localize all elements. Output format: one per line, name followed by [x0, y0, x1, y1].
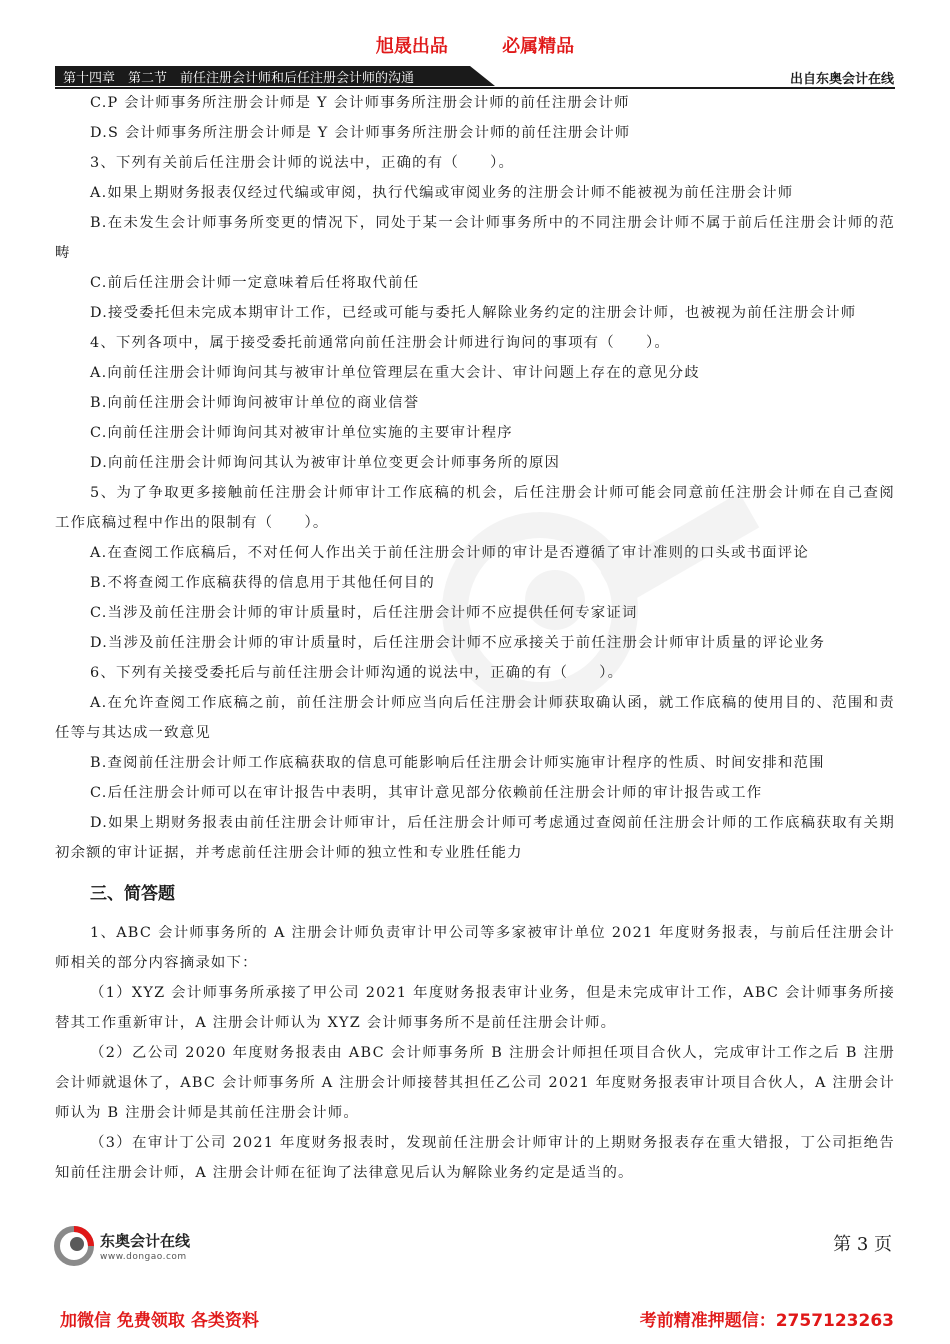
option-c-q5: C.当涉及前任注册会计师的审计质量时，后任注册会计师不应提供任何专家证词 — [90, 605, 638, 621]
question-5: 5、为了争取更多接触前任注册会计师审计工作底稿的机会，后任注册会计师可能会同意前任注册会计师在自己查阅工作底稿过程中作出的限制有（ ）。 — [55, 485, 895, 531]
footer-logo — [52, 1224, 232, 1270]
option-b-q4: B.向前任注册会计师询问被审计单位的商业信誉 — [90, 395, 420, 411]
option-a-q5: A.在查阅工作底稿后，不对任何人作出关于前任注册会计师的审计是否遵循了审计准则的口头或书面评论 — [90, 545, 809, 561]
page-content — [55, 88, 895, 1188]
promo-bottom-left: 加微信 免费领取 各类资料 — [60, 1311, 259, 1331]
option-a-q6: A.在允许查阅工作底稿之前，前任注册会计师应当向后任注册会计师获取确认函，就工作底稿的使用目的、范围和责任等与其达成一致意见 — [55, 695, 895, 741]
chapter-header-bar — [55, 66, 495, 86]
chapter-title: 第十四章 第二节 前任注册会计师和后任注册会计师的沟通 — [63, 71, 415, 86]
question-4: 4、下列各项中，属于接受委托前通常向前任注册会计师进行询问的事项有（ ）。 — [90, 335, 671, 351]
dongao-logo-icon — [52, 1224, 96, 1268]
page-number: 第 3 页 — [833, 1234, 892, 1255]
essay-item-1: （1）XYZ 会计师事务所承接了甲公司 2021 年度财务报表审计业务，但是未完成审计工作，ABC 会计师事务所接替其工作重新审计，A 注册会计师认为 XYZ 会计师事务所不是前任注册会计师。 — [55, 985, 895, 1031]
essay-item-3: （3）在审计丁公司 2021 年度财务报表时，发现前任注册会计师审计的上期财务报表存在重大错报，丁公司拒绝告知前任注册会计师，A 注册会计师在征询了法律意见后认为解除业务约定是适当的。 — [55, 1135, 895, 1181]
question-6: 6、下列有关接受委托后与前任注册会计师沟通的说法中，正确的有（ ）。 — [90, 665, 624, 681]
promo-top-left: 旭晟出品 — [375, 36, 448, 57]
option-d-q3: D.接受委托但未完成本期审计工作，已经或可能与委托人解除业务约定的注册会计师，也被视为前任注册会计师 — [90, 305, 857, 321]
essay-item-2: （2）乙公司 2020 年度财务报表由 ABC 会计师事务所 B 注册会计师担任项目合伙人，完成审计工作之后 B 注册会计师就退休了，ABC 会计师事务所 A 注册会计师接替其担任乙公司 2021 年度财务报表审计项目合伙人，A 注册会计师认为 B 注册会计师是其前任注册会计师。 — [55, 1045, 895, 1121]
option-c-q2: C.P 会计师事务所注册会计师是 Y 会计师事务所注册会计师的前任注册会计师 — [90, 95, 630, 111]
promo-banner-top — [0, 32, 950, 58]
option-d-q6: D.如果上期财务报表由前任注册会计师审计，后任注册会计师可考虑通过查阅前任注册会计师的工作底稿获取有关期初余额的审计证据，并考虑前任注册会计师的独立性和专业胜任能力 — [55, 815, 895, 861]
option-d-q4: D.向前任注册会计师询问其认为被审计单位变更会计师事务所的原因 — [90, 455, 561, 471]
option-b-q5: B.不将查阅工作底稿获得的信息用于其他任何目的 — [90, 575, 435, 591]
question-3: 3、下列有关前后任注册会计师的说法中，正确的有（ ）。 — [90, 155, 515, 171]
option-d-q5: D.当涉及前任注册会计师的审计质量时，后任注册会计师不应承接关于前任注册会计师审计质量的评论业务 — [90, 635, 826, 651]
header-source: 出自东奥会计在线 — [789, 72, 894, 87]
section-title: 三、简答题 — [90, 884, 175, 904]
option-c-q6: C.后任注册会计师可以在审计报告中表明，其审计意见部分依赖前任注册会计师的审计报告或工作 — [90, 785, 763, 801]
option-c-q4: C.向前任注册会计师询问其对被审计单位实施的主要审计程序 — [90, 425, 513, 441]
option-d-q2: D.S 会计师事务所注册会计师是 Y 会计师事务所注册会计师的前任注册会计师 — [90, 125, 631, 141]
option-c-q3: C.前后任注册会计师一定意味着后任将取代前任 — [90, 275, 420, 291]
option-b-q6: B.查阅前任注册会计师工作底稿获取的信息可能影响后任注册会计师实施审计程序的性质、时间安排和范围 — [90, 755, 825, 771]
essay-question-intro: 1、ABC 会计师事务所的 A 注册会计师负责审计甲公司等多家被审计单位 2021 年度财务报表，与前后任注册会计师相关的部分内容摘录如下： — [55, 925, 895, 971]
promo-bottom-right: 考前精准押题信：2757123263 — [639, 1311, 894, 1331]
option-a-q3: A.如果上期财务报表仅经过代编或审阅，执行代编或审阅业务的注册会计师不能被视为前任注册会计师 — [90, 185, 794, 201]
footer-logo-name: 东奥会计在线 — [100, 1232, 191, 1250]
footer-logo-url: www.dongao.com — [100, 1252, 187, 1262]
option-b-q3: B.在未发生会计师事务所变更的情况下，同处于某一会计师事务所中的不同注册会计师不属于前后任注册会计师的范畴 — [55, 215, 895, 261]
option-a-q4: A.向前任注册会计师询问其与被审计单位管理层在重大会计、审计问题上存在的意见分歧 — [90, 365, 700, 381]
promo-top-right: 必属精品 — [502, 36, 575, 57]
